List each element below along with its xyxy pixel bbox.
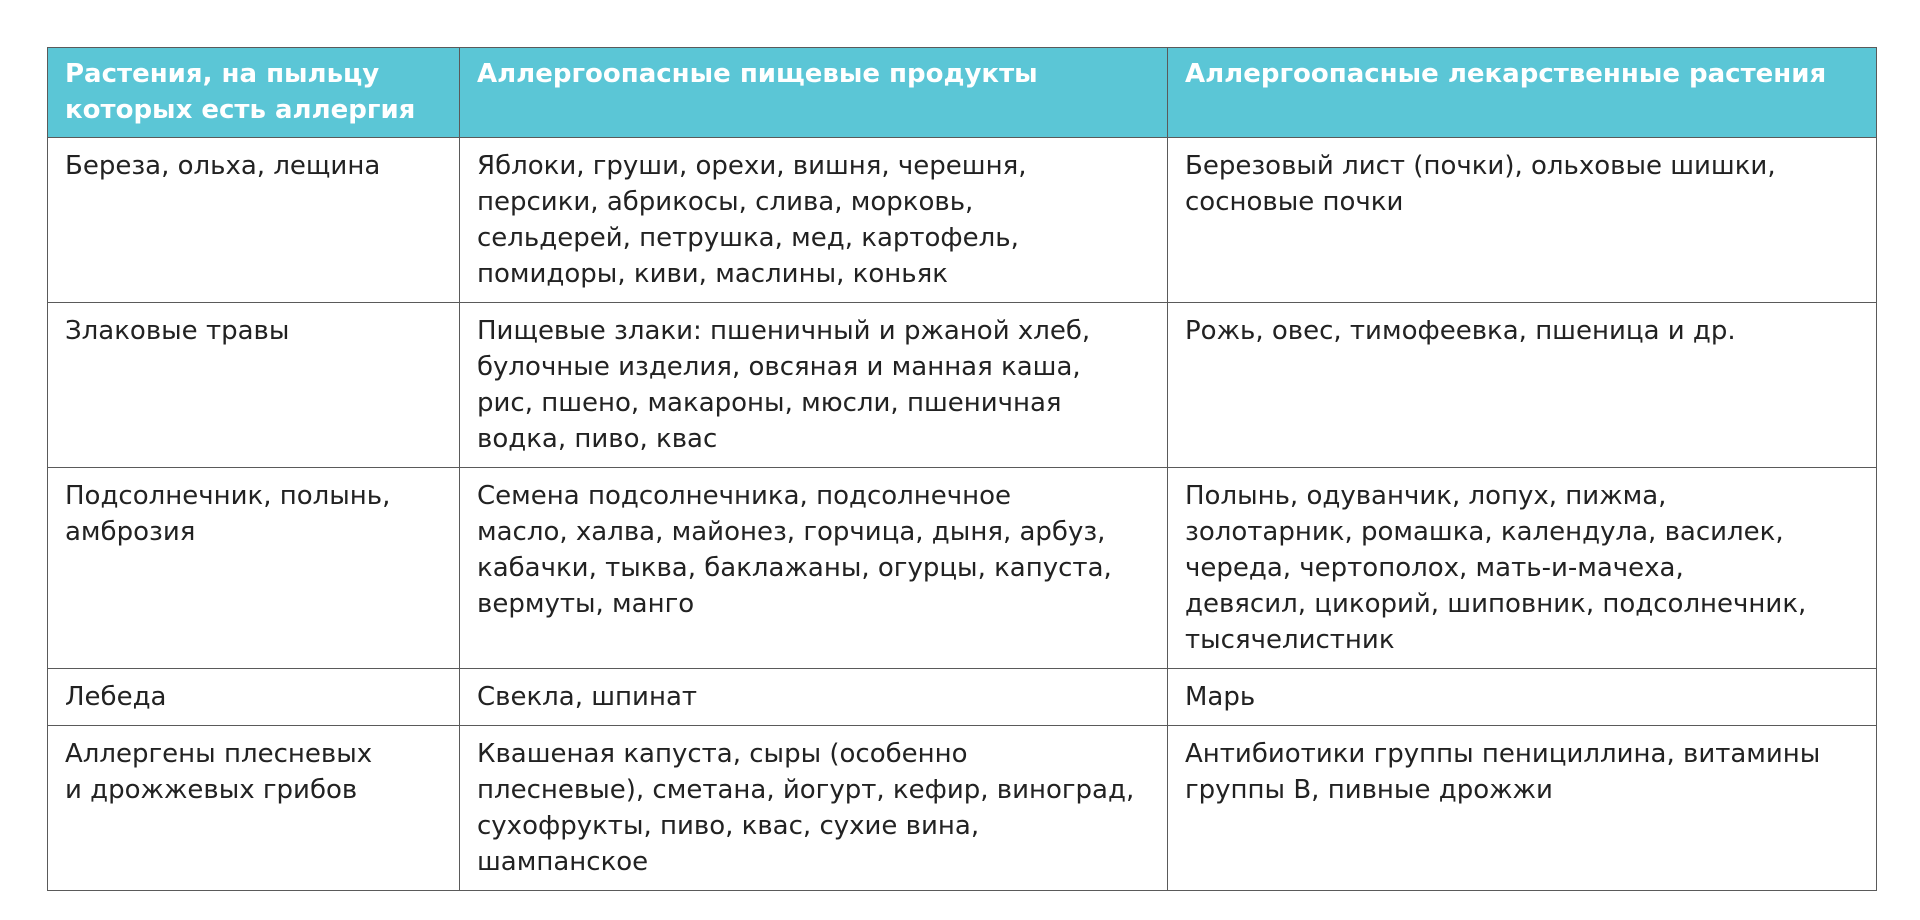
table-row (48, 468, 1877, 669)
cell-plant: Злаковые травы (48, 303, 460, 468)
header-medicinal-plants: Аллергоопасные лекарственные растения (1168, 48, 1877, 138)
cell-foods: Яблоки, груши, орехи, вишня, черешня, персики, абрикосы, слива, морковь, сельдерей, петрушка, мед, картофель, помидоры, киви, маслины, коньяк (460, 138, 1168, 303)
cell-foods: Свекла, шпинат (460, 669, 1168, 726)
table-body (48, 138, 1877, 891)
header-foods: Аллергоопасные пищевые продукты (460, 48, 1168, 138)
cell-foods: Пищевые злаки: пшеничный и ржаной хлеб, булочные изделия, овсяная и манная каша, рис, пшено, макароны, мюсли, пшеничная водка, пиво, квас (460, 303, 1168, 468)
cell-plant: Подсолнечник, полынь, амброзия (48, 468, 460, 669)
cell-medicinal: Марь (1168, 669, 1877, 726)
table-row (48, 669, 1877, 726)
cell-plant: Береза, ольха, лещина (48, 138, 460, 303)
table-row (48, 138, 1877, 303)
table-row (48, 726, 1877, 891)
table-row (48, 303, 1877, 468)
allergy-table (47, 47, 1877, 891)
cell-foods: Семена подсолнечника, подсолнечное масло, халва, майонез, горчица, дыня, арбуз, кабачки, тыква, баклажаны, огурцы, капуста, вермуты, манго (460, 468, 1168, 669)
header-plants: Растения, на пыльцу которых есть аллергия (48, 48, 460, 138)
cell-plant: Лебеда (48, 669, 460, 726)
cell-plant: Аллергены плесневых и дрожжевых грибов (48, 726, 460, 891)
cell-medicinal: Антибиотики группы пенициллина, витамины группы В, пивные дрожжи (1168, 726, 1877, 891)
cell-foods: Квашеная капуста, сыры (особенно плесневые), сметана, йогурт, кефир, виноград, сухофрукты, пиво, квас, сухие вина, шампанское (460, 726, 1168, 891)
table-header (48, 48, 1877, 138)
cell-medicinal: Березовый лист (почки), ольховые шишки, сосновые почки (1168, 138, 1877, 303)
header-row (48, 48, 1877, 138)
cell-medicinal: Полынь, одуванчик, лопух, пижма, золотарник, ромашка, календула, василек, череда, чертополох, мать-и-мачеха, девясил, цикорий, шиповник, подсолнечник, тысячелистник (1168, 468, 1877, 669)
cell-medicinal: Рожь, овес, тимофеевка, пшеница и др. (1168, 303, 1877, 468)
